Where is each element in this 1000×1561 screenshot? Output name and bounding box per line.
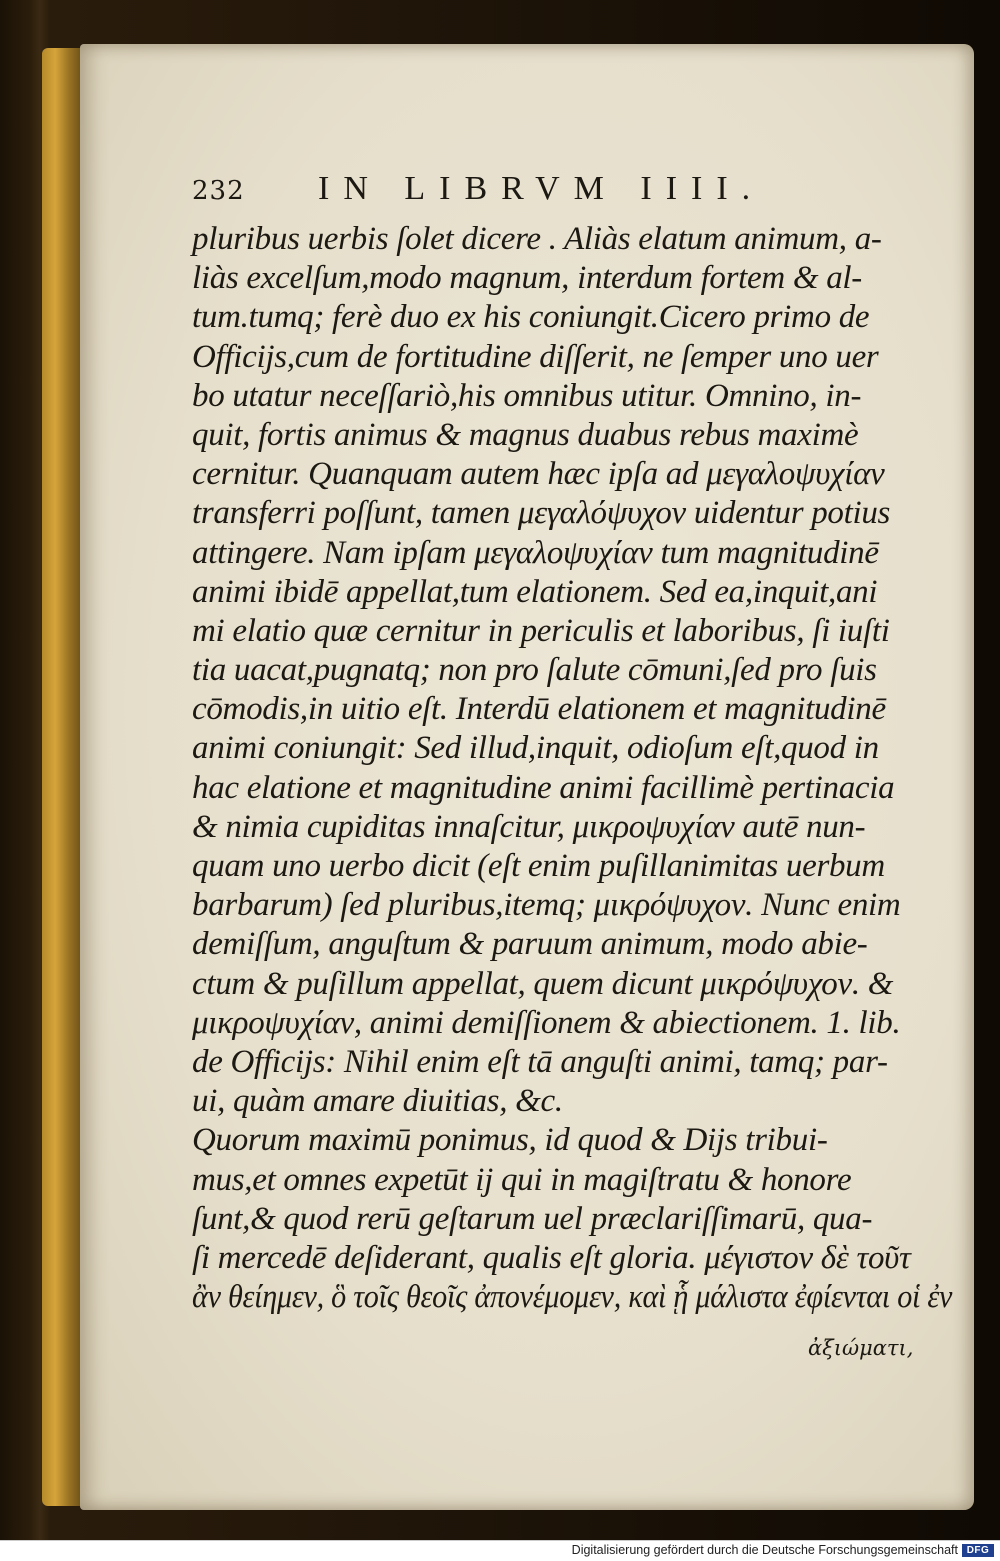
text-line: tia uacat,pugnatq; non pro ſalute cōmuni,ſed pro ſuis: [192, 652, 877, 689]
running-head-title: IN LIBRVM IIII.: [318, 170, 765, 207]
text-line: transferri poſſunt, tamen μεγαλόψυχον uidentur potius: [192, 495, 891, 532]
text-line: animi coniungit: Sed illud,inquit, odioſum eſt,quod in: [192, 730, 879, 767]
text-line: ἂν θείημεν, ὃ τοῖς θεοῖς ἀπονέμομεν, καὶ ᾗ μάλιστα ἐφίενται οἱ ἐν: [192, 1279, 953, 1316]
text-lines: [192, 220, 952, 1317]
text-line: demiſſum, anguſtum & paruum animum, modo abie-: [192, 926, 868, 963]
funding-note: Digitalisierung gefördert durch die Deutsche Forschungsgemeinschaft: [571, 1543, 958, 1557]
text-line: Quorum maximū ponimus, id quod & Dijs tribui-: [192, 1122, 828, 1159]
text-line: ſi mercedē deſiderant, qualis eſt gloria. μέγιστον δὲ τοῦτ: [192, 1239, 911, 1276]
final-greek-line: ἀξιώματι,: [808, 1336, 914, 1360]
text-line: bo utatur neceſſariò,his omnibus utitur. Omnino, in-: [192, 377, 862, 414]
page-number: 232: [192, 176, 245, 206]
text-line: mi elatio quæ cernitur in periculis et laboribus, ſi iuſti: [192, 612, 890, 649]
text-line: cōmodis,in uitio eſt. Interdū elationem et magnitudinē: [192, 691, 886, 728]
text-line: attingere. Nam ipſam μεγαλοψυχίαν tum magnitudinē: [192, 534, 879, 571]
text-line: quit, fortis animus & magnus duabus rebus maximè: [192, 416, 859, 453]
text-line: de Officijs: Nihil enim eſt tā anguſti animi, tamq; par-: [192, 1043, 888, 1080]
text-line: ctum & puſillum appellat, quem dicunt μικρόψυχον. &: [192, 965, 894, 1002]
text-line: Officijs,cum de fortitudine diſſerit, ne ſemper uno uer: [192, 338, 879, 375]
running-head: [192, 170, 952, 218]
text-line: ui, quàm amare diuitias, &c.: [192, 1083, 563, 1120]
text-line: μικροψυχίαν, animi demiſſionem & abiectionem. 1. lib.: [192, 1004, 901, 1041]
text-line: animi ibidē appellat,tum elationem. Sed ea,inquit,ani: [192, 573, 878, 610]
text-line: pluribus uerbis ſolet dicere . Aliàs elatum animum, a-: [192, 221, 882, 257]
footer-bar: [0, 1540, 1000, 1561]
text-line: ſunt,& quod rerū geſtarum uel præclariſſimarū, qua-: [192, 1200, 873, 1237]
page-text-block: [192, 170, 952, 1317]
text-line: mus,et omnes expetūt ij qui in magiſtratu & honore: [192, 1161, 852, 1198]
text-line: hac elatione et magnitudine animi facillimè pertinacia: [192, 769, 895, 806]
text-line: tum.tumq; ferè duo ex his coniungit.Cicero primo de: [192, 299, 870, 336]
dfg-logo: DFG: [962, 1544, 994, 1557]
text-line: quam uno uerbo dicit (eſt enim puſillanimitas uerbum: [192, 848, 885, 884]
text-line: & nimia cupiditas innaſcitur, μικροψυχίαν autē nun-: [192, 808, 866, 845]
text-line: cernitur. Quanquam autem hæc ipſa ad μεγαλοψυχίαν: [192, 456, 885, 493]
text-line: liàs excelſum,modo magnum, interdum fortem & al-: [192, 260, 862, 297]
text-line: barbarum) ſed pluribus,itemq; μικρόψυχον. Nunc enim: [192, 887, 901, 924]
